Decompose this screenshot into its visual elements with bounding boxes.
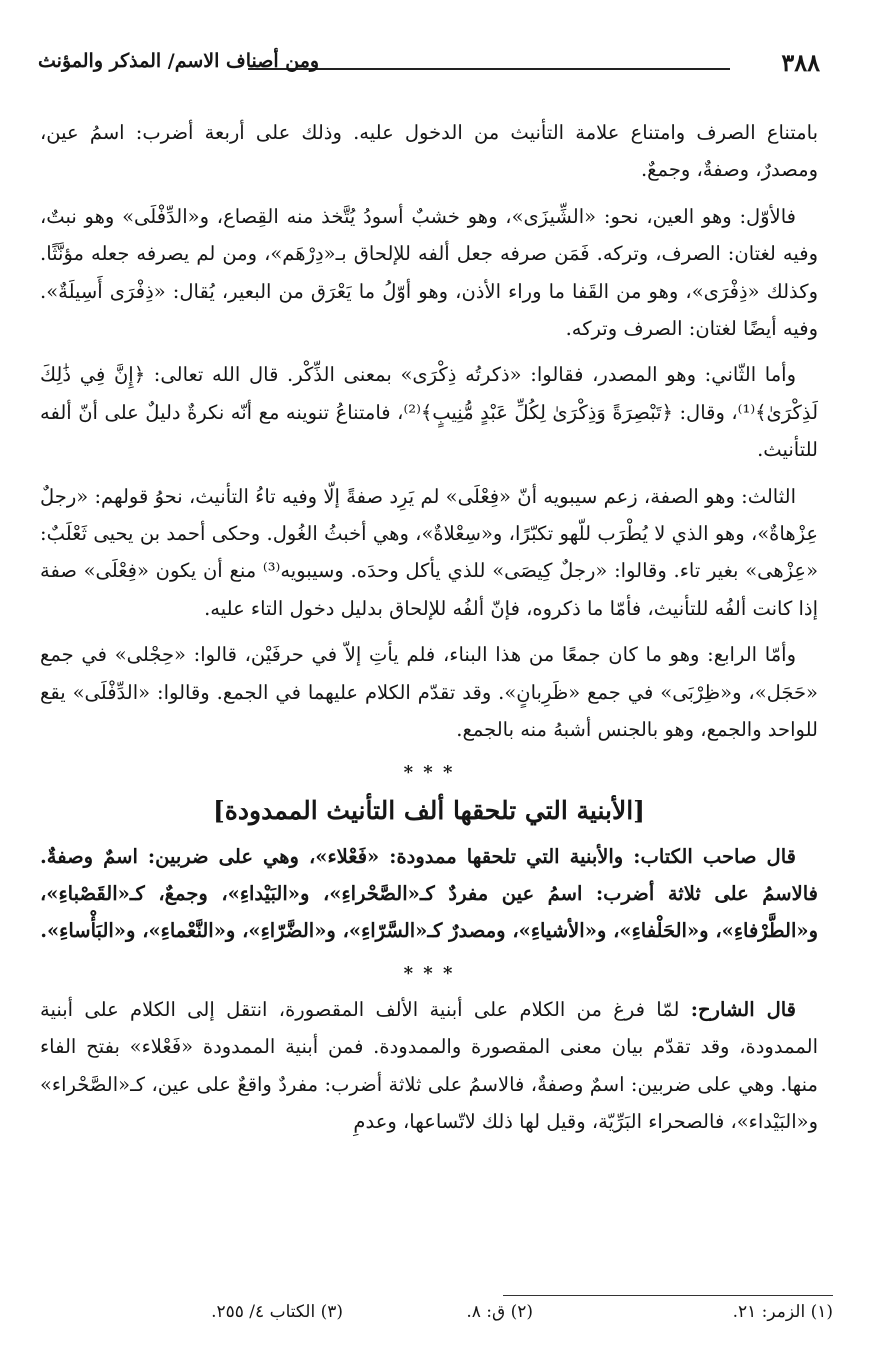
sharh-text: لمّا فرغ من الكلام على أبنية الألف المقصورة، انتقل إلى الكلام على أبنية الممدودة، وقد تقدّم بيان معنى المقصورة والممدودة. فمن أبنية الممدودة «فَعْلاء» بفتح الفاء منها. وهي على ضربين: اسمٌ وصفةٌ، فالاسمُ على ثلاثة أضرب: مفردٌ واقعٌ على عين، كـ«الصَّحْراء» و«البَيْداء»، فالصحراء البَرِّيّة، وقيل لها ذلك لاتّساعها، وعدمِ (40, 997, 818, 1133)
paragraph-second-type: وأما الثّاني: وهو المصدر، فقالوا: «ذكرتُه ذِكْرَى» بمعنى الذِّكْر. قال الله تعالى: ﴿إِنَّ فِي ذَٰلِكَ لَذِكْرَىٰ﴾⁽¹⁾، وقال: ﴿تَبْصِرَةً وَذِكْرَىٰ لِكُلِّ عَبْدٍ مُّنِيبٍ﴾⁽²⁾، فامتناعُ تنوينه مع أنّه نكرةٌ دليلٌ على أنّ ألفه للتأنيث. (40, 363, 819, 462)
running-title: ومن أصناف الاسم/ المذكر والمؤنث (38, 50, 320, 72)
section-heading: [الأبنية التي تلحقها ألف التأنيث الممدودة] (212, 795, 646, 825)
header-rule (248, 68, 730, 70)
section-separator-2: * * * (403, 962, 455, 984)
paragraph-third-type: الثالث: وهو الصفة، زعم سيبويه أنّ «فِعْلَى» لم يَرِد صفةً إلّا وفيه تاءُ التأنيث، نحوُ قولهم: «رجلٌ عِزْهاةٌ»، وهو الذي لا يُطْرَب للّهو تكبّرًا، و«سِعْلاةٌ»، وهي أخبثُ الغُول. وحكى أحمد بن يحيى ثَعْلَبٌ: «عِزْهى» بغير تاء. وقالوا: «رجلٌ كِيصَى» للذي يأكل وحدَه. وسيبويه⁽³⁾ منع أن يكون «فِعْلَى» صفة إذا كانت ألفُه للتأنيث، فأمّا ما ذكروه، فإنّ ألفُه للإلحاق بدليل دخول التاء عليه. (40, 484, 818, 620)
matn-paragraph: قال صاحب الكتاب: والأبنية التي تلحقها ممدودة: «فَعْلاء»، وهي على ضربين: اسمٌ وصفةٌ. فالاسمُ على ثلاثة أضرب: اسمُ عين مفردٌ كـ«الصَّحْراءِ»، و«البَيْداءِ»، وجمعٌ، كـ«القَصْباءِ»، و«الطَّرْفاءِ»، و«الحَلْفاءِ»، و«الأشياءِ»، ومصدرٌ كـ«السَّرّاءِ»، و«الضَّرّاءِ»، و«النَّعْماءِ»، و«البَأْساءِ». (40, 844, 818, 943)
page-header (38, 48, 820, 82)
page-body (40, 114, 818, 1149)
section-separator: * * * (403, 761, 455, 783)
footnote-rule (503, 1295, 833, 1296)
footnotes (55, 1302, 833, 1322)
footnote-3: (٣) الكتاب ٤/ ٢٥٥. (211, 1302, 343, 1322)
sharh-label: قال الشارح: (690, 997, 796, 1021)
paragraph-continuation: بامتناع الصرف وامتناع علامة التأنيث من الدخول عليه. وذلك على أربعة أضرب: اسمُ عين، ومصدرٌ، وصفةٌ، وجمعٌ. (40, 121, 818, 182)
footnote-1: (١) الزمر: ٢١. (732, 1302, 833, 1322)
sharh-paragraph (40, 991, 818, 1141)
paragraph-fourth-type: وأمّا الرابع: وهو ما كان جمعًا من هذا البناء، فلم يأتِ إلاّ في حرفَيْن، قالوا: «حِجْلى» في جمع «حَجَل»، و«ظِرْبَى» في جمع «ظَرِبانٍ». وقد تقدّم الكلام عليهما في الجمع. وقالوا: «الدِّفْلَى» يقع للواحد والجمع، وهو بالجنس أشبهُ منه بالجمع. (40, 643, 818, 742)
page-number: ٣٨٨ (781, 48, 820, 77)
footnote-2: (٢) ق: ٨. (466, 1302, 533, 1322)
paragraph-first-type: فالأوّل: وهو العين، نحو: «الشِّيزَى»، وهو خشبٌ أسودُ يُتَّخذ منه القِصاع، و«الدِّفْلَى» وهو نبتٌ، وفيه لغتان: الصرف، وتركه. فَمَن صرفه جعل ألفه للإلحاق بـ«دِرْهَم»، ومن لم يصرفه جعله مؤنَّثًا. وكذلك «ذِفْرَى»، وهو من القَفا ما وراء الأذن، وهو أوّلُ ما يَعْرَق من البعير، يُقال: «ذِفْرَى أَسِيلَةٌ». وفيه أيضًا لغتان: الصرف وتركه. (40, 204, 818, 341)
